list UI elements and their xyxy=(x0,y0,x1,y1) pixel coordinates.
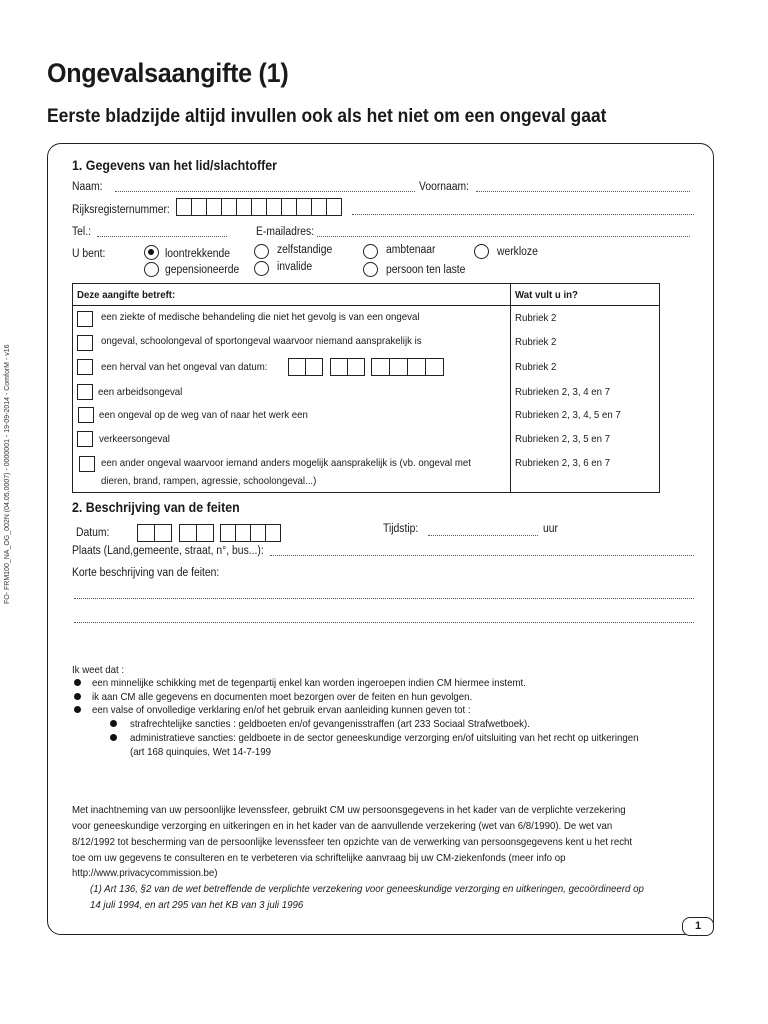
checkbox-ongeval[interactable] xyxy=(77,335,93,351)
section1-heading: 1. Gegevens van het lid/slachtoffer xyxy=(72,158,278,173)
bullet-icon xyxy=(110,720,117,727)
beschrijving-line[interactable] xyxy=(74,598,694,599)
datum-month[interactable] xyxy=(179,524,214,542)
email-label: E-mailadres: xyxy=(256,226,315,238)
knowledge-bullet: een minnelijke schikking met de tegenpartij enkel kan worden ingeroepen indien CM hiermee instemt. xyxy=(92,677,526,689)
table-row-label: verkeersongeval xyxy=(99,433,170,445)
naam-field[interactable] xyxy=(115,191,415,192)
label-werkloze: werkloze xyxy=(497,246,538,258)
radio-ambtenaar[interactable] xyxy=(363,244,378,259)
herval-date-year[interactable] xyxy=(371,358,444,376)
label-persoon-ten-laste: persoon ten laste xyxy=(386,264,466,276)
table-row-fill: Rubrieken 2, 3, 4, 5 en 7 xyxy=(515,409,621,421)
datum-year[interactable] xyxy=(220,524,281,542)
page-number: 1 xyxy=(682,917,714,936)
table-row-fill: Rubrieken 2, 3, 5 en 7 xyxy=(515,433,611,445)
table-row-label: een arbeidsongeval xyxy=(98,386,183,398)
knowledge-sub-bullet: administratieve sancties: geldboete in de sector geneeskundige verzorging en/of uitsluiting van het recht op uitkeringen xyxy=(130,732,639,744)
bullet-icon xyxy=(74,693,81,700)
label-loontrekkende: loontrekkende xyxy=(165,248,231,260)
privacy-line: http://www.privacycommission.be) xyxy=(72,867,218,879)
beschrijving-line[interactable] xyxy=(74,622,694,623)
radio-loontrekkende[interactable] xyxy=(144,245,159,260)
label-gepensioneerde: gepensioneerde xyxy=(165,264,240,276)
knowledge-bullet: een valse of onvolledige verklaring en/of het gebruik ervan aanleiding kunnen geven tot : xyxy=(92,704,471,716)
knowledge-intro: Ik weet dat : xyxy=(72,664,125,676)
table-row-label: ongeval, schoolongeval of sportongeval waarvoor niemand aansprakelijk is xyxy=(101,335,422,347)
radio-persoon-ten-laste[interactable] xyxy=(363,262,378,277)
herval-date-month[interactable] xyxy=(330,358,365,376)
form-code: FO- FRM100_NA_OG_002N (04.05.0007) - 0000001 - 19-09-2014 - ComforM - v16 xyxy=(4,344,11,604)
ubent-label: U bent: xyxy=(72,248,106,260)
bullet-icon xyxy=(74,706,81,713)
table-row-label-cont: dieren, brand, rampen, agressie, schoolongeval...) xyxy=(101,475,317,487)
footnote-line: (1) Art 136, §2 van de wet betreffende de verplichte verzekering voor geneeskundige verzorging en uitkeringen, gecoördineerd op xyxy=(90,883,644,895)
label-zelfstandige: zelfstandige xyxy=(277,244,333,256)
section2-heading: 2. Beschrijving van de feiten xyxy=(72,500,240,515)
table-row-label: een ziekte of medische behandeling die niet het gevolg is van een ongeval xyxy=(101,311,420,323)
privacy-line: voor geneeskundige verzorging en uitkeringen en in het kader van de aanvullende verzekering (wet van 6/8/1990). De wet van xyxy=(72,820,613,832)
checkbox-ander-ongeval[interactable] xyxy=(79,456,95,472)
table-row-fill: Rubrieken 2, 3, 4 en 7 xyxy=(515,386,611,398)
table-row-label: een ander ongeval waarvoor iemand anders mogelijk aansprakelijk is (vb. ongeval met xyxy=(101,457,471,469)
checkbox-verkeersongeval[interactable] xyxy=(77,431,93,447)
rijksregister-dots xyxy=(352,214,694,215)
beschrijving-label: Korte beschrijving van de feiten: xyxy=(72,567,220,579)
rijksregister-field[interactable] xyxy=(176,198,342,216)
uur-label: uur xyxy=(543,523,558,535)
checkbox-herval[interactable] xyxy=(77,359,93,375)
email-field[interactable] xyxy=(317,236,690,237)
bullet-icon xyxy=(74,679,81,686)
voornaam-field[interactable] xyxy=(476,191,690,192)
radio-invalide[interactable] xyxy=(254,261,269,276)
knowledge-sub-bullet-cont: (art 168 quinquies, Wet 14-7-199 xyxy=(130,746,272,758)
tel-field[interactable] xyxy=(97,236,227,237)
table-header-right: Wat vult u in? xyxy=(515,289,578,301)
checkbox-arbeidsongeval[interactable] xyxy=(77,384,93,400)
privacy-line: 8/12/1992 tot bescherming van de persoonlijke levenssfeer ten opzichte van de verwerking van persoonsgegevens kent u het recht xyxy=(72,836,633,848)
datum-day[interactable] xyxy=(137,524,172,542)
table-row-fill: Rubrieken 2, 3, 6 en 7 xyxy=(515,457,611,469)
tijdstip-field[interactable] xyxy=(428,535,538,536)
page-subtitle: Eerste bladzijde altijd invullen ook als het niet om een ongeval gaat xyxy=(47,106,607,127)
table-row-label: een ongeval op de weg van of naar het werk een xyxy=(99,409,308,421)
knowledge-bullet: ik aan CM alle gegevens en documenten moet bezorgen over de feiten en hun gevolgen. xyxy=(92,691,473,703)
tijdstip-label: Tijdstip: xyxy=(383,523,419,535)
label-invalide: invalide xyxy=(277,261,313,273)
page-title: Ongevalsaangifte (1) xyxy=(47,58,289,88)
table-row-fill: Rubriek 2 xyxy=(515,312,557,324)
privacy-line: Met inachtneming van uw persoonlijke levenssfeer, gebruikt CM uw persoonsgegevens in het kader van de verplichte verzekering xyxy=(72,804,626,816)
checkbox-ziekte[interactable] xyxy=(77,311,93,327)
knowledge-sub-bullet: strafrechtelijke sancties : geldboeten en/of gevangenisstraffen (art 233 Sociaal Strafwetboek). xyxy=(130,718,530,730)
plaats-field[interactable] xyxy=(270,555,694,556)
naam-label: Naam: xyxy=(72,181,103,193)
radio-zelfstandige[interactable] xyxy=(254,244,269,259)
plaats-label: Plaats (Land,gemeente, straat, n°, bus...): xyxy=(72,545,264,557)
table-row-fill: Rubriek 2 xyxy=(515,361,557,373)
rijksregister-label: Rijksregisternummer: xyxy=(72,204,170,216)
table-row-fill: Rubriek 2 xyxy=(515,336,557,348)
privacy-line: toe om uw gegevens te consulteren en te verbeteren via schriftelijke aanvraag bij uw CM-ziekenfonds (meer info op xyxy=(72,852,566,864)
voornaam-label: Voornaam: xyxy=(419,181,470,193)
tel-label: Tel.: xyxy=(72,226,91,238)
herval-date-day[interactable] xyxy=(288,358,323,376)
table-header-left: Deze aangifte betreft: xyxy=(77,289,176,301)
bullet-icon xyxy=(110,734,117,741)
radio-gepensioneerde[interactable] xyxy=(144,262,159,277)
table-row-label: een herval van het ongeval van datum: xyxy=(101,361,268,373)
footnote-line: 14 juli 1994, en art 295 van het KB van 3 juli 1996 xyxy=(90,899,304,911)
radio-werkloze[interactable] xyxy=(474,244,489,259)
checkbox-weg-werk[interactable] xyxy=(78,407,94,423)
label-ambtenaar: ambtenaar xyxy=(386,244,436,256)
datum-label: Datum: xyxy=(76,527,110,539)
